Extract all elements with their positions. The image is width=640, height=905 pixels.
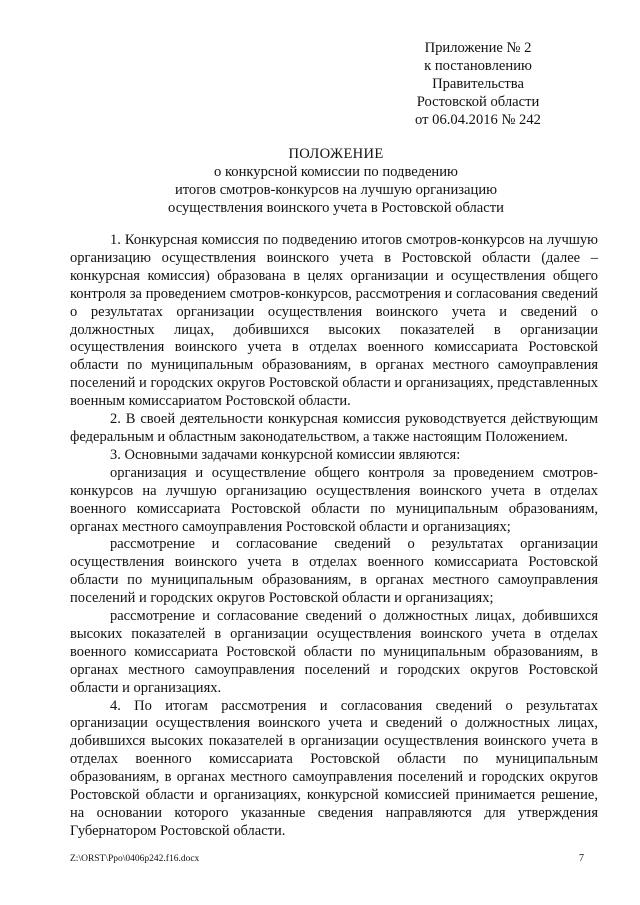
paragraph-2: 2. В своей деятельности конкурсная комиссия руководствуется действующим федеральным и областным законодательством, а также настоящим Положением. xyxy=(70,411,598,445)
paragraph-3-item-3: рассмотрение и согласование сведений о должностных лицах, добившихся высоких показателей в организации осуществления воинского учета в отделах военного комиссариата Ростовской области по муниципальным образованиям, в органах местного самоуправления поселений и городских округов Ростовской области и организациях. xyxy=(70,608,598,696)
appendix-line-4: Ростовской области xyxy=(416,94,540,110)
paragraph-3-item-1: организация и осуществление общего контроля за проведением смотров-конкурсов на лучшую организацию осуществления воинского учета в отделах военного комиссариата Ростовской области по муниципальным образованиям, органах местного самоуправления Ростовской области и организациях; xyxy=(70,464,598,535)
document-heading: ПОЛОЖЕНИЕ xyxy=(288,146,384,162)
paragraph-1: 1. Конкурсная комиссия по подведению итогов смотров-конкурсов на лучшую организацию осуществления воинского учета в Ростовской области (далее – конкурсная комиссия) образована в целях организации и осуществления общего контроля за проведением смотров-конкурсов, рассмотрения и согласования сведений о результатах организации осуществления воинского учета и сведений о должностных лицах, добившихся высоких показателей в организации осуществления воинского учета в отделах военного комиссариата Ростовской области по муниципальным образованиям, в органах местного самоуправления поселений и городских округов Ростовской области и организациях, представленных военным комиссариатом Ростовской области. xyxy=(70,232,598,410)
document-body xyxy=(70,232,598,841)
document-subtitle-line-1: о конкурсной комиссии по подведению xyxy=(214,164,458,180)
paragraph-3-item-2: рассмотрение и согласование сведений о результатах организации осуществления воинского учета в отделах военного комиссариата Ростовской области по муниципальным образованиям, в органах местного самоуправления поселений и городских округов Ростовской области и организациях; xyxy=(70,536,598,607)
footer-page-number: 7 xyxy=(579,853,584,864)
appendix-block xyxy=(388,39,568,129)
appendix-line-3: Правительства xyxy=(432,76,524,92)
appendix-line-2: к постановлению xyxy=(424,58,532,74)
appendix-line-5: от 06.04.2016 № 242 xyxy=(415,112,541,128)
appendix-line-1: Приложение № 2 xyxy=(424,40,532,56)
document-title-block xyxy=(66,145,606,217)
paragraph-3: 3. Основными задачами конкурсной комиссии являются: xyxy=(110,446,461,463)
document-subtitle-line-2: итогов смотров-конкурсов на лучшую организацию xyxy=(174,182,498,198)
footer-file-path: Z:\ORST\Ppo\0406p242.f16.docx xyxy=(70,854,200,864)
paragraph-4: 4. По итогам рассмотрения и согласования сведений о результатах организации осуществления воинского учета и сведений о должностных лицах, добившихся высоких показателей в организации осуществления воинского учета в отделах военного комиссариата Ростовской области по муниципальным образованиям, в органах местного самоуправления поселений и городских округов Ростовской области и организациях, конкурсной комиссией принимается решение, на основании которого указанные сведения направляются для утверждения Губернатором Ростовской области. xyxy=(70,697,598,839)
document-subtitle-line-3: осуществления воинского учета в Ростовской области xyxy=(168,200,504,216)
